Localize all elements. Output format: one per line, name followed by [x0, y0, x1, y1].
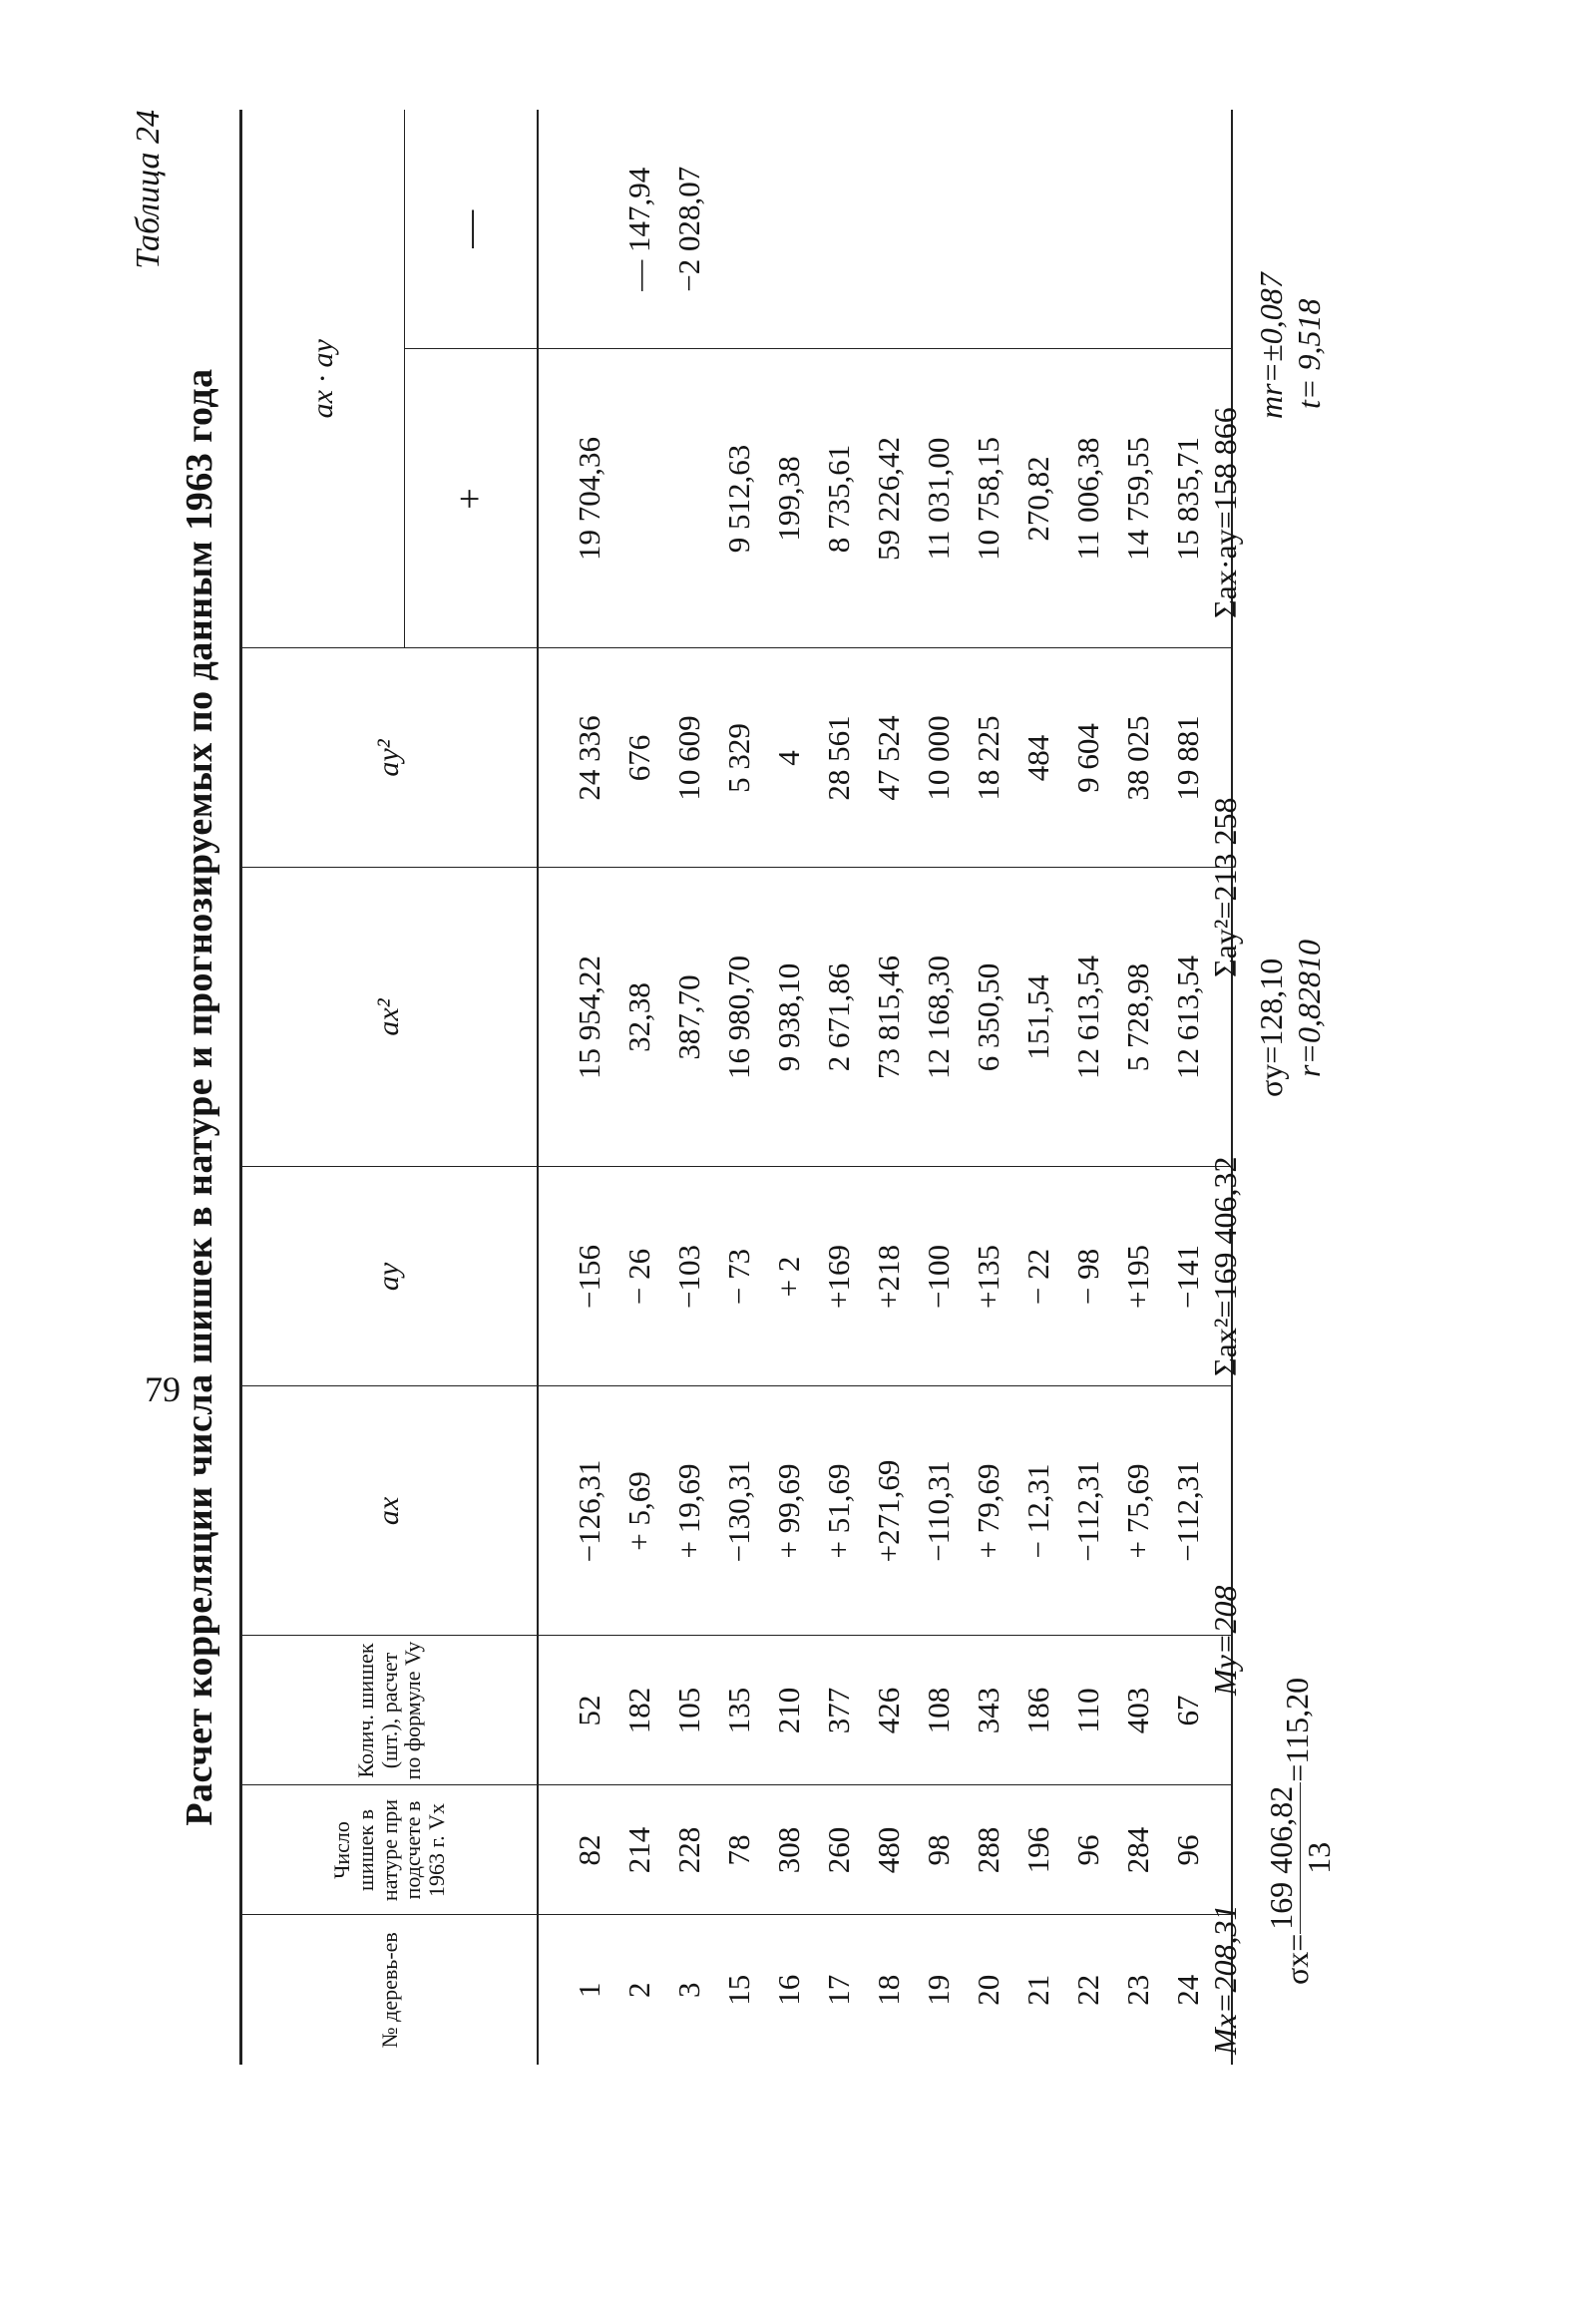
mean-x: Mx=208,31 — [1207, 1904, 1243, 2055]
cell-count-nature: 480 — [864, 1785, 914, 1915]
cell-ay: +135 — [964, 1167, 1013, 1386]
cell-count-formula: 135 — [714, 1636, 764, 1785]
sum-ax2: Σax²=169 406,32 — [1207, 1156, 1243, 1376]
cell-axay-plus: 199,38 — [764, 349, 814, 648]
cell-axay-minus — [714, 110, 764, 349]
cell-count-nature: 196 — [1013, 1785, 1063, 1915]
cell-tree-no: 23 — [1120, 1974, 1155, 2006]
cell-axay-plus — [664, 349, 714, 648]
cell-count-nature: 288 — [964, 1785, 1013, 1915]
cell-ay2: 10 000 — [914, 648, 964, 868]
cell-ay: − 26 — [614, 1167, 664, 1386]
cell-ay2: 484 — [1013, 648, 1063, 868]
cell-tree-no: 24 — [1163, 1915, 1232, 2065]
cell-count-nature: 284 — [1113, 1785, 1163, 1915]
table-row — [964, 110, 1013, 2065]
page-number: 79 — [145, 1369, 181, 1409]
cell-axay-minus — [864, 110, 914, 349]
cell-ax2: 151,54 — [1013, 868, 1063, 1167]
cell-ax: + 5,69 — [614, 1386, 664, 1636]
sum-axay: Σax·ay=158 866 — [1207, 407, 1243, 618]
cell-ax2: 5 728,98 — [1113, 868, 1163, 1167]
cell-axay-minus — [814, 110, 864, 349]
cell-tree-no: 16 — [771, 1974, 806, 2006]
cell-axay-plus: 19 704,36 — [538, 349, 614, 648]
sigma-x-denominator: 13 — [1301, 1841, 1337, 1874]
cell-ax: + 19,69 — [664, 1386, 714, 1636]
table-title: Расчет корреляции числа шишек в натуре и прогнозируемых по данным 1963 года — [179, 368, 220, 1826]
cell-ax2: 32,38 — [614, 868, 664, 1167]
cell-axay-plus: 11 006,38 — [1063, 349, 1113, 648]
cell-count-formula: 52 — [538, 1636, 614, 1785]
cell-ay2: 47 524 — [864, 648, 914, 868]
correlation-table — [239, 110, 1233, 2065]
cell-ax: −110,31 — [914, 1386, 964, 1636]
cell-count-formula: 108 — [914, 1636, 964, 1785]
cell-axay-plus: 9 512,63 — [714, 349, 764, 648]
cell-axay-minus — [964, 110, 1013, 349]
cell-axay-plus: 8 735,61 — [814, 349, 864, 648]
header-minus: — — [405, 110, 539, 349]
cell-count-nature: 228 — [664, 1785, 714, 1915]
header-count-nature: Число шишек в натуре при подсчете в 1963 г. Vx — [241, 1785, 539, 1915]
cell-ax2: 387,70 — [664, 868, 714, 1167]
table-row — [538, 110, 614, 2065]
cell-ay2: 10 609 — [664, 648, 714, 868]
cell-ay2: 18 225 — [964, 648, 1013, 868]
cell-ax: + 79,69 — [964, 1386, 1013, 1636]
cell-ax: +271,69 — [864, 1386, 914, 1636]
cell-count-formula: 377 — [814, 1636, 864, 1785]
cell-ay: +195 — [1113, 1167, 1163, 1386]
cell-ax2: 12 613,54 — [1063, 868, 1113, 1167]
mean-y: My=208 — [1207, 1585, 1243, 1696]
cell-ax2: 9 938,10 — [764, 868, 814, 1167]
cell-ax2: 73 815,46 — [864, 868, 914, 1167]
cell-count-formula: 426 — [864, 1636, 914, 1785]
sigma-x-formula — [1263, 1678, 1338, 1985]
cell-ay: +218 — [864, 1167, 914, 1386]
cell-ay: −141 — [1163, 1167, 1232, 1386]
header-ay2: ay² — [241, 648, 539, 868]
header-tree-no: № деревь-ев — [241, 1915, 539, 2065]
sigma-y: σy=128,10 — [1253, 958, 1289, 1097]
header-ay: ay — [241, 1167, 539, 1386]
cell-axay-plus: 270,82 — [1013, 349, 1063, 648]
cell-ax: − 12,31 — [1013, 1386, 1063, 1636]
cell-ay2: 28 561 — [814, 648, 864, 868]
cell-axay-plus — [614, 349, 664, 648]
cell-axay-plus: 14 759,55 — [1113, 349, 1163, 648]
cell-axay-minus — [764, 110, 814, 349]
cell-axay-minus — [1013, 110, 1063, 349]
correlation-r: r=0,82810 — [1291, 939, 1327, 1077]
table-row — [1163, 110, 1232, 2065]
cell-count-nature: 214 — [614, 1785, 664, 1915]
cell-tree-no: 18 — [871, 1974, 906, 2006]
cell-axay-minus — [1113, 110, 1163, 349]
cell-tree-no: 2 — [621, 1982, 656, 1998]
cell-ay2: 38 025 — [1113, 648, 1163, 868]
header-ax: ax — [241, 1386, 539, 1636]
cell-count-nature: 98 — [914, 1785, 964, 1915]
cell-count-formula: 186 — [1013, 1636, 1063, 1785]
cell-ay2: 4 — [764, 648, 814, 868]
sum-ay2: Σay²=213 258 — [1207, 797, 1243, 977]
cell-tree-no: 1 — [572, 1982, 606, 1998]
cell-ax2: 2 671,86 — [814, 868, 864, 1167]
cell-tree-no: 17 — [821, 1974, 856, 2006]
cell-count-formula: 110 — [1063, 1636, 1113, 1785]
cell-count-nature: 260 — [814, 1785, 864, 1915]
cell-ay2: 9 604 — [1063, 648, 1113, 868]
cell-ax: −130,31 — [714, 1386, 764, 1636]
cell-ax2: 12 613,54 — [1163, 868, 1232, 1167]
table-row — [614, 110, 664, 2065]
cell-ay2: 19 881 — [1163, 648, 1232, 868]
cell-count-formula: 182 — [614, 1636, 664, 1785]
cell-ax2: 6 350,50 — [964, 868, 1013, 1167]
cell-count-nature: 96 — [1063, 1785, 1113, 1915]
cell-ay: − 22 — [1013, 1167, 1063, 1386]
cell-axay-plus: 10 758,15 — [964, 349, 1013, 648]
cell-tree-no: 19 — [921, 1974, 956, 2006]
cell-ay: + 2 — [764, 1167, 814, 1386]
table-row — [764, 110, 814, 2065]
cell-count-nature: 96 — [1163, 1785, 1232, 1915]
sigma-x-lhs: σx= — [1278, 1933, 1315, 1985]
cell-count-formula: 403 — [1113, 1636, 1163, 1785]
cell-axay-minus — [538, 110, 614, 349]
cell-count-formula: 67 — [1163, 1636, 1232, 1785]
table-row — [1013, 110, 1063, 2065]
cell-ax2: 15 954,22 — [538, 868, 614, 1167]
cell-ay2: 5 329 — [714, 648, 764, 868]
cell-tree-no: 21 — [1020, 1974, 1055, 2006]
cell-ax2: 12 168,30 — [914, 868, 964, 1167]
header-plus: + — [405, 349, 539, 648]
table-header — [241, 110, 539, 2065]
header-ax2: ax² — [241, 868, 539, 1167]
t-value: t= 9,518 — [1291, 298, 1327, 409]
error-mr: mr=±0,087 — [1253, 272, 1289, 419]
table-row — [864, 110, 914, 2065]
cell-axay-plus: 59 226,42 — [864, 349, 914, 648]
cell-ay2: 24 336 — [538, 648, 614, 868]
table-row — [714, 110, 764, 2065]
cell-axay-minus — [914, 110, 964, 349]
cell-ax: + 75,69 — [1113, 1386, 1163, 1636]
sigma-x-rhs: =115,20 — [1278, 1677, 1315, 1782]
cell-count-formula: 210 — [764, 1636, 814, 1785]
cell-ax: −112,31 — [1163, 1386, 1232, 1636]
table-label: Таблица 24 — [130, 110, 167, 269]
cell-ax: + 99,69 — [764, 1386, 814, 1636]
cell-tree-no: 20 — [971, 1974, 1005, 2006]
cell-ay: − 73 — [714, 1167, 764, 1386]
cell-ax2: 16 980,70 — [714, 868, 764, 1167]
table-row — [1113, 110, 1163, 2065]
header-axay: ax · ay — [241, 110, 405, 648]
cell-ay: −156 — [538, 1167, 614, 1386]
cell-axay-plus: 15 835,71 — [1163, 349, 1232, 648]
cell-tree-no: 15 — [721, 1974, 756, 2006]
table-row — [664, 110, 714, 2065]
rotated-page — [130, 100, 1337, 2095]
cell-axay-minus — [1063, 110, 1113, 349]
cell-ay: −103 — [664, 1167, 714, 1386]
cell-tree-no: 22 — [1070, 1974, 1105, 2006]
table-body — [538, 110, 1232, 2065]
cell-count-nature: 82 — [538, 1785, 614, 1915]
cell-axay-minus — [1163, 110, 1232, 349]
sigma-x-fraction — [1263, 1782, 1338, 1934]
table-row — [914, 110, 964, 2065]
cell-tree-no: 3 — [671, 1982, 706, 1998]
cell-ax: −112,31 — [1063, 1386, 1113, 1636]
cell-axay-minus: — 147,94 — [614, 110, 664, 349]
cell-ax: + 51,69 — [814, 1386, 864, 1636]
cell-count-nature: 308 — [764, 1785, 814, 1915]
sigma-x-numerator: 169 406,82 — [1263, 1782, 1301, 1934]
header-count-formula: Колич. шишек (шт.), расчет по формуле Vy — [241, 1636, 539, 1785]
cell-count-formula: 105 — [664, 1636, 714, 1785]
cell-axay-plus: 11 031,00 — [914, 349, 964, 648]
cell-axay-minus: −2 028,07 — [664, 110, 714, 349]
cell-ax: −126,31 — [538, 1386, 614, 1636]
table-row — [1063, 110, 1113, 2065]
cell-ay2: 676 — [614, 648, 664, 868]
cell-count-nature: 78 — [714, 1785, 764, 1915]
cell-ay: − 98 — [1063, 1167, 1113, 1386]
cell-ay: +169 — [814, 1167, 864, 1386]
cell-count-formula: 343 — [964, 1636, 1013, 1785]
table-row — [814, 110, 864, 2065]
cell-ay: −100 — [914, 1167, 964, 1386]
